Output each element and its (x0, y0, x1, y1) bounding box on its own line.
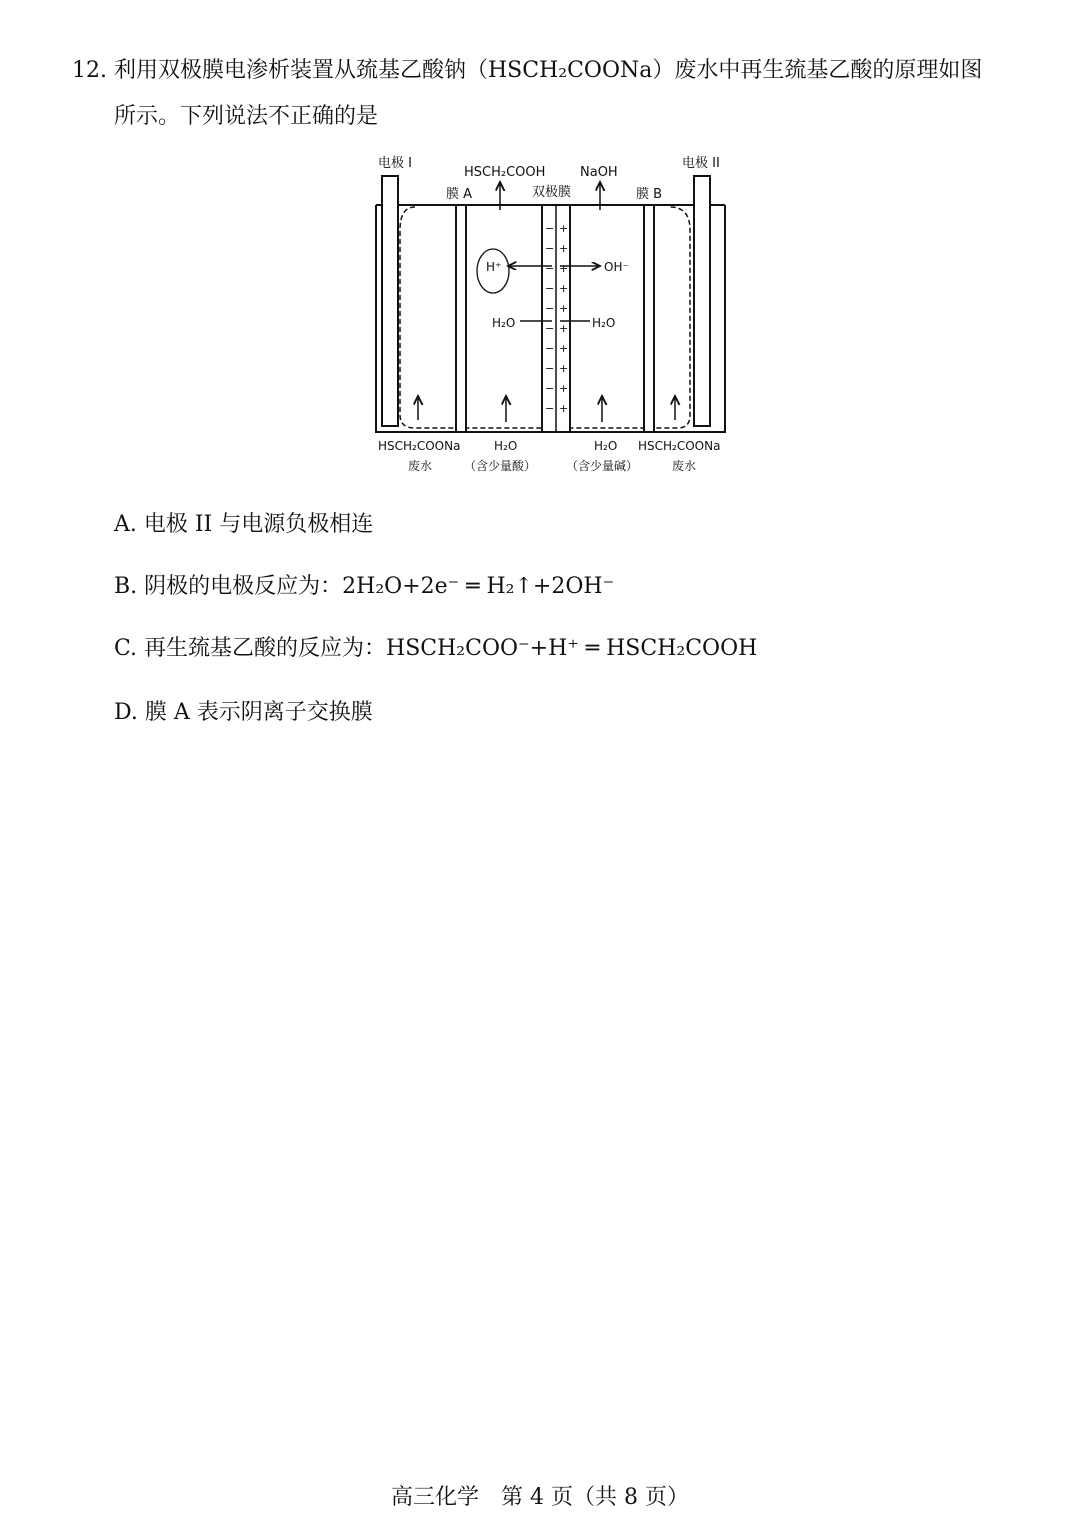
svg-text:+: + (559, 222, 569, 235)
svg-text:+: + (559, 302, 569, 315)
svg-text:−: − (545, 402, 555, 415)
svg-text:−: − (545, 382, 555, 395)
oh-minus-label: OH⁻ (604, 260, 629, 274)
bottom-feed-3-line-1: H₂O (594, 439, 618, 453)
svg-text:+: + (559, 242, 569, 255)
svg-text:−: − (545, 242, 555, 255)
membrane-a (456, 205, 466, 432)
bipolar-membrane-label: 双极膜 (532, 185, 572, 200)
option-d: D. 膜 A 表示阴离子交换膜 (114, 700, 373, 725)
svg-text:+: + (559, 322, 569, 335)
electrode-left-label: 电极 I (378, 156, 412, 171)
svg-text:−: − (545, 302, 555, 315)
page-footer: 高三化学 第 4 页（共 8 页） (391, 1485, 689, 1510)
electrode-right (694, 176, 710, 426)
option-c: C. 再生巯基乙酸的反应为：HSCH₂COO⁻+H⁺ ═ HSCH₂COOH (114, 636, 758, 661)
svg-text:−: − (545, 322, 555, 335)
option-b: B. 阴极的电极反应为：2H₂O+2e⁻ ═ H₂↑+2OH⁻ (114, 574, 615, 599)
question-stem-line-1: 利用双极膜电渗析装置从巯基乙酸钠（HSCH₂COONa）废水中再生巯基乙酸的原理如图 (114, 58, 983, 83)
bottom-feed-2-line-2: （含少量酸） (464, 459, 537, 473)
svg-text:+: + (559, 262, 569, 275)
svg-text:−: − (545, 222, 555, 235)
top-product-left-label: HSCH₂COOH (464, 165, 546, 180)
question-number: 12. (72, 58, 107, 83)
membrane-b-label: 膜 B (636, 187, 663, 202)
bottom-feed-2-line-1: H₂O (494, 439, 518, 453)
membrane-a-label: 膜 A (446, 187, 473, 202)
bipolar-membrane (542, 205, 570, 432)
svg-text:+: + (559, 382, 569, 395)
electrode-right-label: 电极 II (682, 156, 720, 171)
h-plus-label: H⁺ (486, 260, 502, 274)
water-right-label: H₂O (592, 316, 616, 330)
bottom-feed-1-line-1: HSCH₂COONa (378, 439, 461, 453)
svg-text:−: − (545, 262, 555, 275)
electrode-left (382, 176, 398, 426)
svg-text:+: + (559, 342, 569, 355)
svg-text:−: − (545, 362, 555, 375)
svg-text:+: + (559, 402, 569, 415)
bottom-feed-4-line-2: 废水 (672, 459, 697, 473)
option-a: A. 电极 II 与电源负极相连 (114, 512, 374, 537)
svg-text:+: + (559, 282, 569, 295)
svg-text:−: − (545, 282, 555, 295)
bottom-feed-4-line-1: HSCH₂COONa (638, 439, 721, 453)
electrodialysis-diagram (360, 150, 740, 480)
bottom-feed-3-line-2: （含少量碱） (566, 459, 639, 473)
membrane-b (644, 205, 654, 432)
svg-text:−: − (545, 342, 555, 355)
bottom-feed-1-line-2: 废水 (408, 459, 433, 473)
top-product-right-label: NaOH (580, 165, 618, 180)
question-stem-line-2: 所示。下列说法不正确的是 (114, 104, 379, 129)
water-left-label: H₂O (492, 316, 516, 330)
svg-text:+: + (559, 362, 569, 375)
